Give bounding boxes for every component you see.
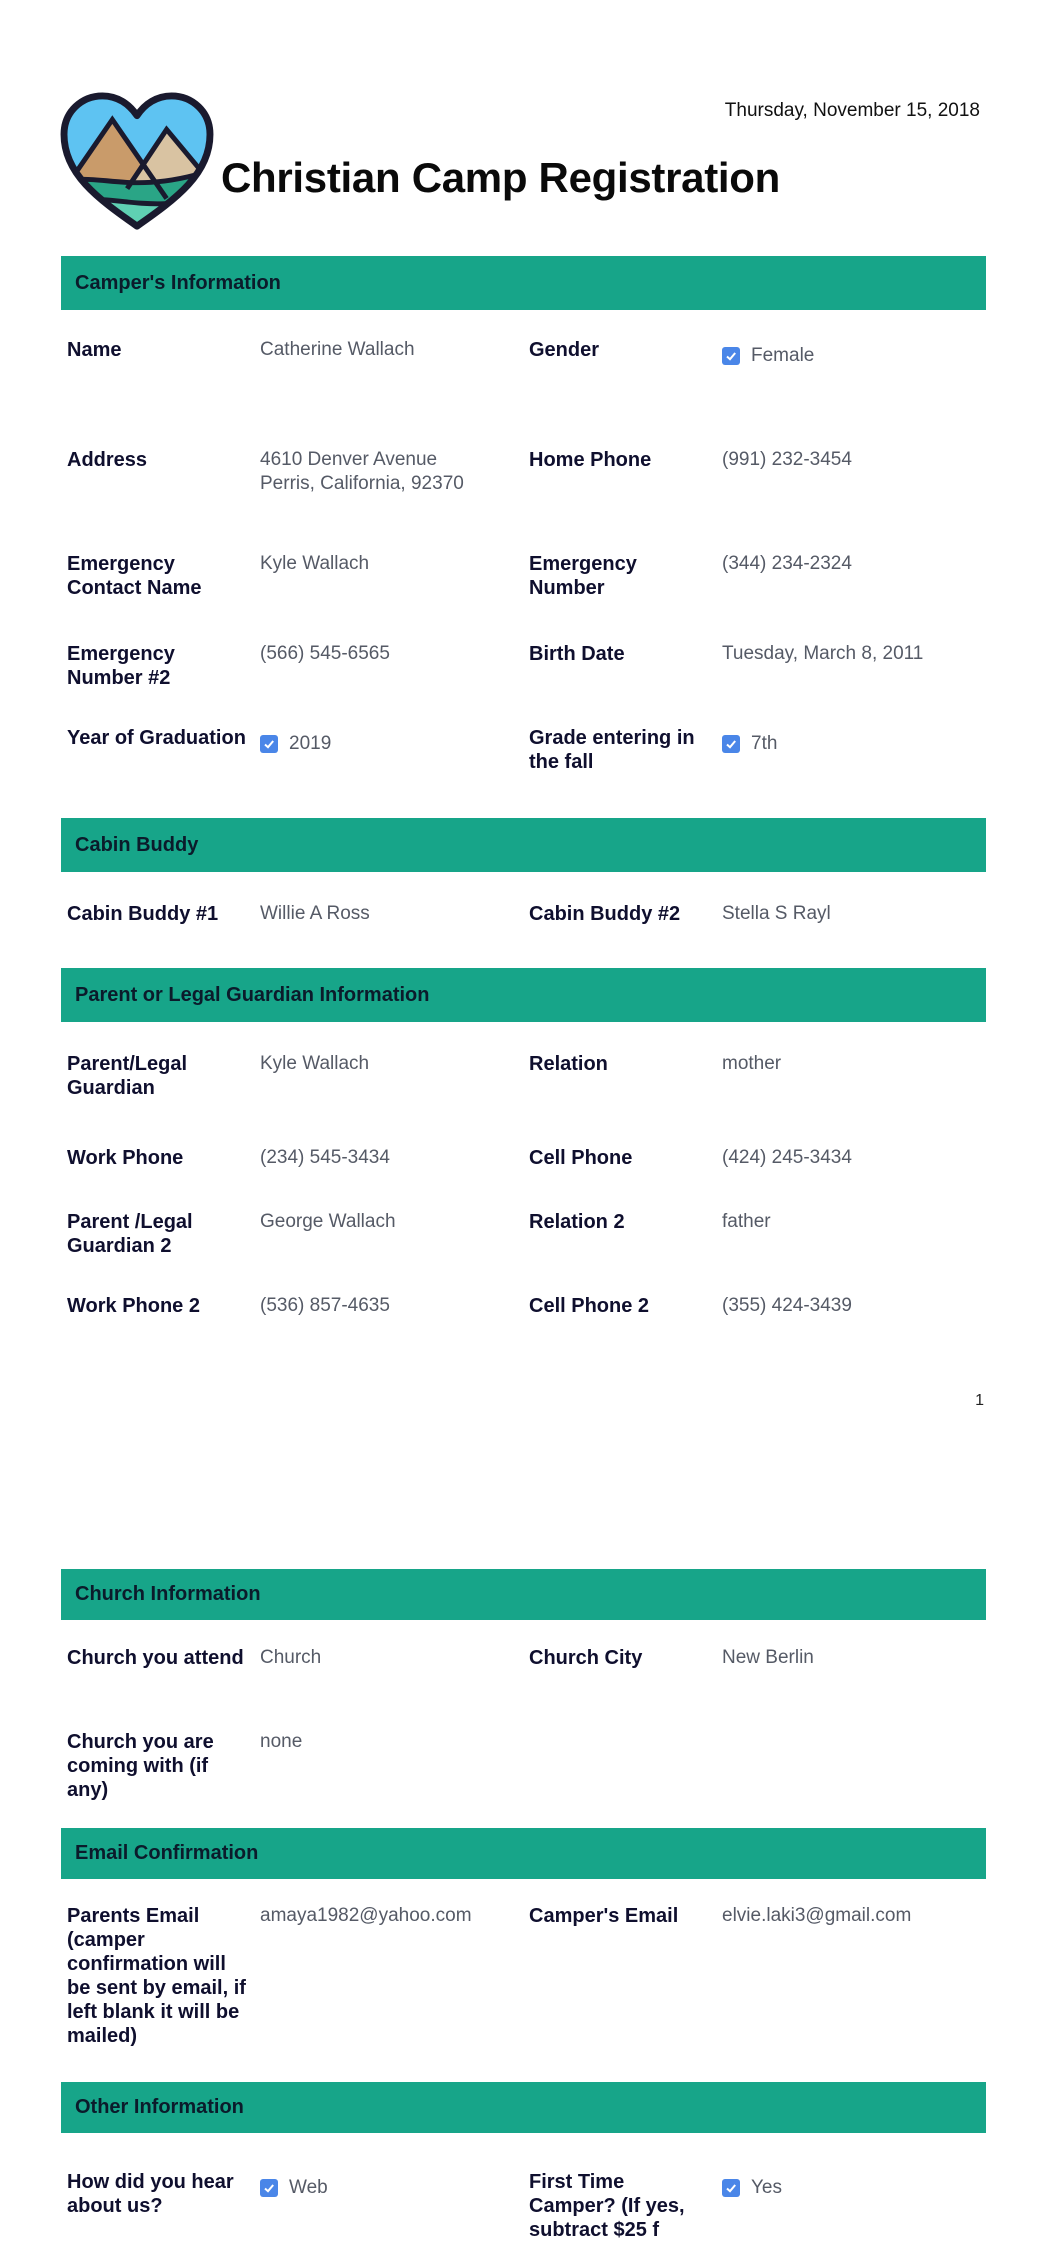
form-date: Thursday, November 15, 2018 xyxy=(724,100,980,121)
first-time-value: Yes xyxy=(751,2177,782,2198)
camper-email-label: Camper's Email xyxy=(529,1905,679,1927)
address-line-2: Perris, California, 92370 xyxy=(260,473,464,494)
cabin-buddy-1-value: Willie A Ross xyxy=(260,903,370,924)
camper-email-value: elvie.laki3@gmail.com xyxy=(722,1905,912,1926)
section-header-cabin-buddy: Cabin Buddy xyxy=(61,818,986,872)
grade-field[interactable] xyxy=(722,732,972,756)
birth-date-value: Tuesday, March 8, 2011 xyxy=(722,643,924,664)
cabin-buddy-2-value: Stella S Rayl xyxy=(722,903,831,924)
cell-phone-2-value: (355) 424-3439 xyxy=(722,1295,852,1316)
section-header-email: Email Confirmation xyxy=(61,1828,986,1879)
home-phone-label: Home Phone xyxy=(529,449,652,471)
section-header-church: Church Information xyxy=(61,1569,986,1620)
cabin-buddy-2-label: Cabin Buddy #2 xyxy=(529,903,681,925)
emergency-number-2-label: Emergency Number #2 xyxy=(67,643,175,689)
guardian-2-label: Parent /Legal Guardian 2 xyxy=(67,1211,193,1257)
checkbox-checked-icon[interactable] xyxy=(260,2179,278,2197)
gender-value: Female xyxy=(751,345,815,366)
name-label: Name xyxy=(67,339,122,361)
work-phone-label: Work Phone xyxy=(67,1147,184,1169)
emergency-number-label: Emergency Number xyxy=(529,553,637,599)
guardian-2-value: George Wallach xyxy=(260,1211,396,1232)
section-header-guardian: Parent or Legal Guardian Information xyxy=(61,968,986,1022)
first-time-field[interactable] xyxy=(722,2176,972,2200)
hear-about-value: Web xyxy=(289,2177,328,2198)
page-title: Christian Camp Registration xyxy=(221,154,780,201)
hear-about-field[interactable] xyxy=(260,2176,500,2200)
cell-phone-value: (424) 245-3434 xyxy=(722,1147,852,1168)
guardian-1-label: Parent/Legal Guardian xyxy=(67,1053,188,1099)
name-value: Catherine Wallach xyxy=(260,339,415,360)
church-city-value: New Berlin xyxy=(722,1647,814,1668)
checkbox-checked-icon[interactable] xyxy=(260,735,278,753)
parents-email-label: Parents Email (camper confirmation will be sent by email, if left blank it will be mailed) xyxy=(67,1905,246,2047)
graduation-year-field[interactable] xyxy=(260,732,500,756)
grade-label: Grade entering in the fall xyxy=(529,727,695,773)
relation-label: Relation xyxy=(529,1053,608,1075)
church-attend-label: Church you attend xyxy=(67,1647,244,1669)
emergency-number-2-value: (566) 545-6565 xyxy=(260,643,390,664)
hear-about-label: How did you hear about us? xyxy=(67,2171,234,2217)
church-city-label: Church City xyxy=(529,1647,643,1669)
heart-mountains-icon xyxy=(58,90,216,234)
address-line-1: 4610 Denver Avenue xyxy=(260,449,438,470)
graduation-year-value: 2019 xyxy=(289,733,332,754)
relation-2-label: Relation 2 xyxy=(529,1211,625,1233)
first-time-label: First Time Camper? (If yes, subtract $25 f xyxy=(529,2171,685,2241)
address-label: Address xyxy=(67,449,148,471)
church-coming-with-value: none xyxy=(260,1731,303,1752)
church-attend-value: Church xyxy=(260,1647,322,1668)
relation-2-value: father xyxy=(722,1211,771,1232)
checkbox-checked-icon[interactable] xyxy=(722,347,740,365)
address-value xyxy=(260,448,500,496)
relation-value: mother xyxy=(722,1053,782,1074)
section-header-other: Other Information xyxy=(61,2082,986,2133)
church-coming-with-label: Church you are coming with (if any) xyxy=(67,1731,214,1801)
emergency-contact-name-value: Kyle Wallach xyxy=(260,553,370,574)
graduation-year-label: Year of Graduation xyxy=(67,727,246,749)
section-header-campers-info: Camper's Information xyxy=(61,256,986,310)
emergency-number-value: (344) 234-2324 xyxy=(722,553,852,574)
guardian-1-value: Kyle Wallach xyxy=(260,1053,370,1074)
birth-date-label: Birth Date xyxy=(529,643,625,665)
checkbox-checked-icon[interactable] xyxy=(722,735,740,753)
page-number: 1 xyxy=(975,1392,984,1409)
checkbox-checked-icon[interactable] xyxy=(722,2179,740,2197)
cell-phone-2-label: Cell Phone 2 xyxy=(529,1295,650,1317)
emergency-contact-name-label: Emergency Contact Name xyxy=(67,553,202,599)
page-2 xyxy=(0,1480,1044,2241)
home-phone-value: (991) 232-3454 xyxy=(722,449,852,470)
grade-value: 7th xyxy=(751,733,778,754)
cell-phone-label: Cell Phone xyxy=(529,1147,633,1169)
cabin-buddy-1-label: Cabin Buddy #1 xyxy=(67,903,219,925)
gender-field[interactable] xyxy=(722,344,972,368)
work-phone-2-label: Work Phone 2 xyxy=(67,1295,200,1317)
parents-email-value: amaya1982@yahoo.com xyxy=(260,1905,472,1926)
work-phone-value: (234) 545-3434 xyxy=(260,1147,390,1168)
work-phone-2-value: (536) 857-4635 xyxy=(260,1295,390,1316)
gender-label: Gender xyxy=(529,339,600,361)
